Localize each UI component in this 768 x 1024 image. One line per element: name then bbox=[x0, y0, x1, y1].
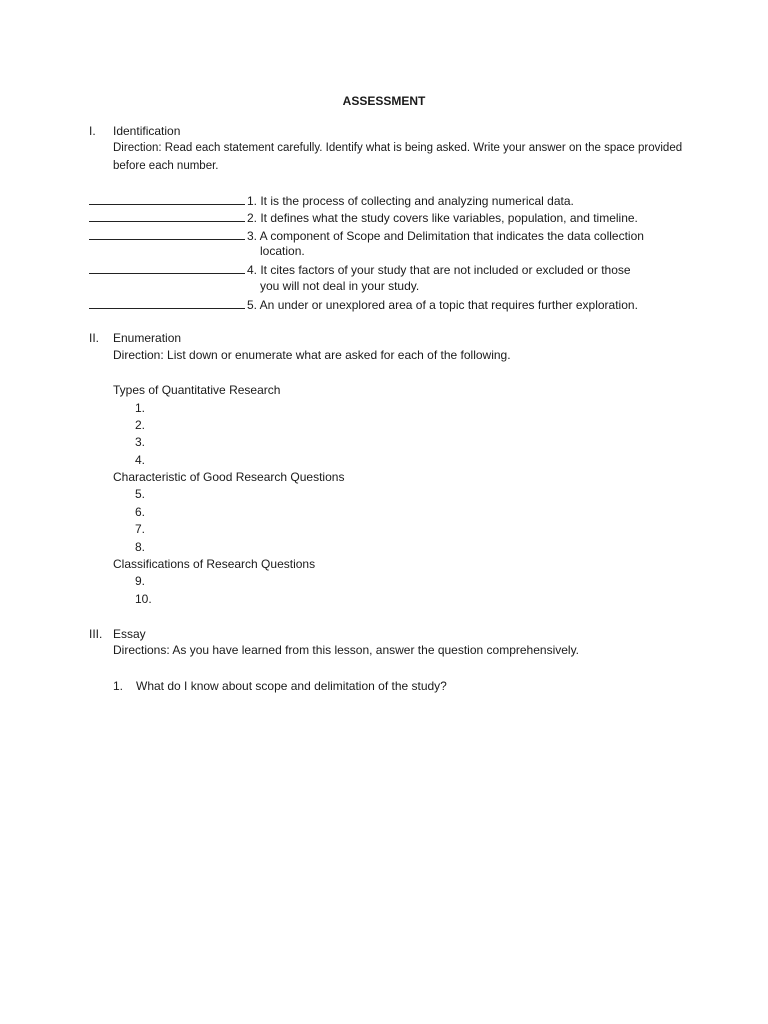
enumeration-number: 7. bbox=[135, 522, 146, 536]
item-text: 1. It is the process of collecting and analyzing numerical data. bbox=[247, 194, 574, 208]
identification-item-3 bbox=[89, 226, 644, 245]
section-heading-enumeration: Enumeration bbox=[113, 331, 182, 345]
enumeration-group-title: Classifications of Research Questions bbox=[113, 557, 316, 571]
item-text: 5. An under or unexplored area of a topic that requires further exploration. bbox=[247, 298, 638, 312]
essay-question: What do I know about scope and delimitation of the study? bbox=[136, 679, 447, 693]
identification-item-4-continuation: you will not deal in your study. bbox=[260, 279, 420, 293]
item-text: 3. A component of Scope and Delimitation that indicates the data collection bbox=[247, 229, 644, 243]
enumeration-group-title: Types of Quantitative Research bbox=[113, 383, 281, 397]
section-numeral-3: III. bbox=[89, 627, 103, 641]
section-heading-essay: Essay bbox=[113, 627, 146, 641]
section-direction-identification: Direction: Read each statement carefully. Identify what is being asked. Write your answer on the space provided before each number. bbox=[113, 142, 683, 172]
enumeration-number: 2. bbox=[135, 418, 146, 432]
page-title: ASSESSMENT bbox=[342, 94, 426, 108]
enumeration-number: 4. bbox=[135, 453, 146, 467]
section-heading-identification: Identification bbox=[113, 124, 181, 138]
enumeration-number: 8. bbox=[135, 540, 146, 554]
answer-blank[interactable] bbox=[89, 226, 245, 240]
identification-item-4 bbox=[89, 260, 631, 279]
answer-blank[interactable] bbox=[89, 295, 245, 309]
identification-item-5 bbox=[89, 295, 638, 314]
answer-blank[interactable] bbox=[89, 208, 245, 222]
answer-blank[interactable] bbox=[89, 260, 245, 274]
enumeration-number: 3. bbox=[135, 435, 146, 449]
section-direction-enumeration: Direction: List down or enumerate what are asked for each of the following. bbox=[113, 348, 511, 362]
enumeration-number: 5. bbox=[135, 487, 146, 501]
essay-question-number: 1. bbox=[113, 679, 124, 693]
identification-item-2 bbox=[89, 208, 638, 227]
enumeration-group-title: Characteristic of Good Research Questions bbox=[113, 470, 345, 484]
section-numeral-2: II. bbox=[89, 331, 100, 345]
section-direction-essay: Directions: As you have learned from this lesson, answer the question comprehensively. bbox=[113, 643, 580, 657]
enumeration-number: 10. bbox=[135, 592, 152, 606]
identification-item-3-continuation: location. bbox=[260, 244, 305, 258]
item-text: 2. It defines what the study covers like variables, population, and timeline. bbox=[247, 211, 638, 225]
enumeration-number: 1. bbox=[135, 401, 146, 415]
enumeration-number: 9. bbox=[135, 574, 146, 588]
answer-blank[interactable] bbox=[89, 191, 245, 205]
item-text: 4. It cites factors of your study that are not included or excluded or those bbox=[247, 263, 631, 277]
section-numeral-1: I. bbox=[89, 124, 96, 138]
enumeration-number: 6. bbox=[135, 505, 146, 519]
